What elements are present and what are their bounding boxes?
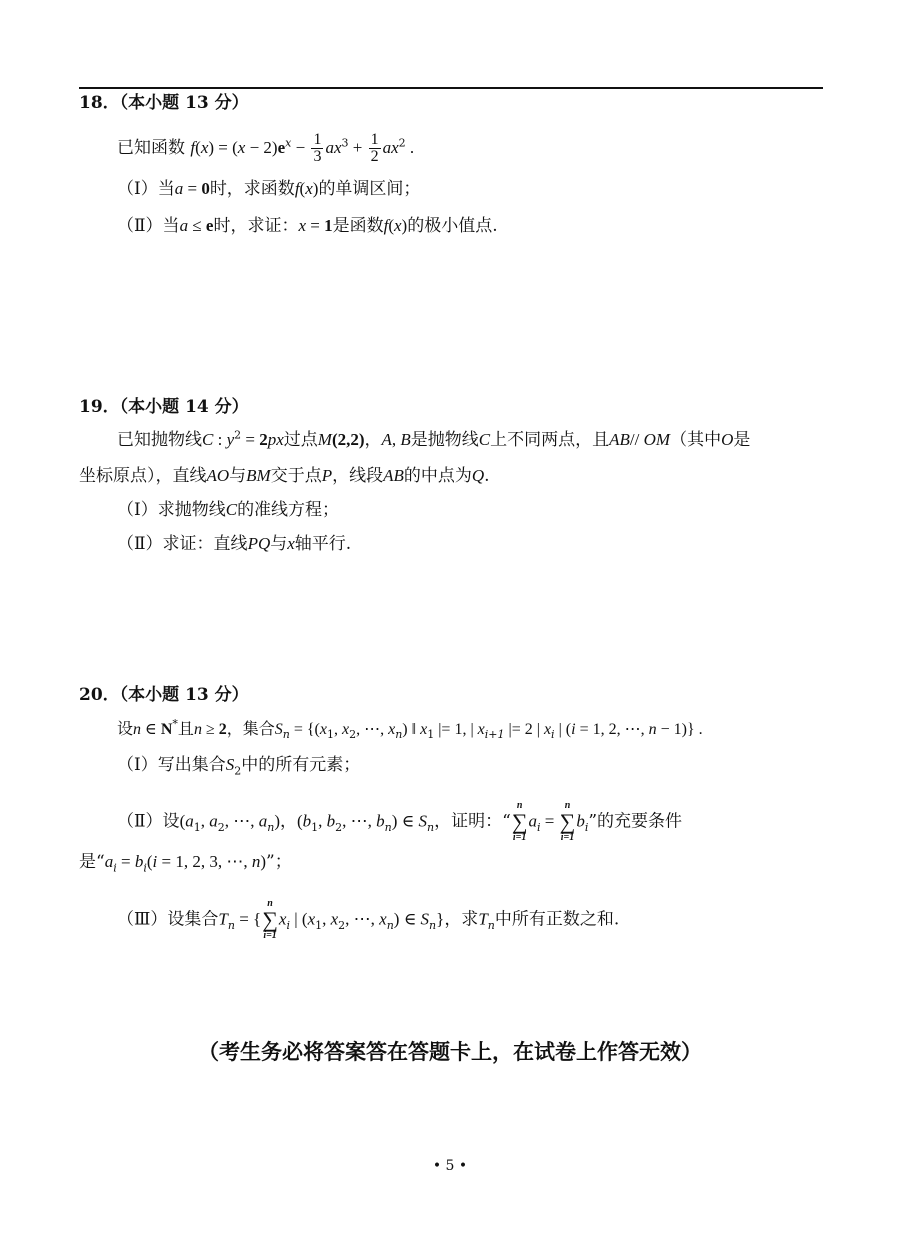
- q18-part1: （Ⅰ）当a = 0时，求函数f(x)的单调区间；: [117, 179, 421, 199]
- q19-text-2d: ，线段: [332, 466, 384, 486]
- q19-text-1d: 是抛物线: [410, 430, 479, 450]
- q18-part2-text-d: 的极小值点.: [407, 216, 498, 236]
- q20-text-1c: ，集合: [226, 719, 275, 738]
- q19-text-2c: 交于点: [270, 466, 322, 486]
- q18-part2-text-c: 是函数: [332, 216, 384, 236]
- q19-part1: （Ⅰ）求抛物线C的准线方程；: [117, 500, 340, 520]
- q20-part3-text-a: （Ⅲ）设集合: [117, 909, 219, 930]
- q19-part1-text-b: 的准线方程；: [237, 500, 340, 520]
- q20-part1-text-b: 中的所有元素；: [241, 755, 361, 775]
- q20-part3-text-c: 中所有正数之和.: [494, 909, 620, 930]
- q19-header: 19．（本小题 14 分）: [79, 397, 249, 417]
- q19-text-1e: 上不同两点，且: [490, 430, 610, 450]
- q19-part2-text-c: 轴平行.: [294, 534, 352, 554]
- q20-header: 20．（本小题 13 分）: [79, 685, 249, 705]
- q18-part2-text-a: （Ⅱ）当: [117, 216, 180, 236]
- q19-line2: 坐标原点），直线AO与BM交于点P，线段AB的中点为Q.: [79, 466, 490, 486]
- q18-part2-text-b: 时，求证：: [213, 216, 299, 236]
- q19-part1-text-a: （Ⅰ）求抛物线: [117, 500, 226, 520]
- q19-text-1c: ，: [364, 430, 382, 450]
- q20-part1-text-a: （Ⅰ）写出集合: [117, 755, 226, 775]
- q19-text-2f: .: [484, 466, 490, 486]
- q20-part1: （Ⅰ）写出集合$S_2$中的所有元素；: [117, 755, 361, 778]
- q18-part1-text-c: 的单调区间；: [318, 179, 421, 199]
- q20-line1: 设n ∈ N*且n ≥ 2，集合$S_n = \{(x_1$, $x_2$, ⋯, $x_n$) ‖ $x_1$ |= 1, | $x_{i+1}$ |= 2 | $x_i$ | (i = 1, 2, ⋯, n − 1)} .: [117, 717, 703, 742]
- q20-part2: （Ⅱ）设($a_1$, $a_2$, ⋯, $a_n$)，($b_1$, $b_2$, ⋯, $b_n$) ∈ $S_n$，证明：“ n ∑ i=1 $a_i$ = n ∑ i=1 $b_i$”的充要条件: [117, 800, 683, 843]
- page-number: • 5 •: [432, 1158, 468, 1174]
- q19-text-2b: 与: [229, 466, 247, 486]
- q19-part2-text-a: （Ⅱ）求证：直线: [117, 534, 248, 554]
- q20-part3-text-b: ，求: [444, 909, 479, 930]
- q20-part2-text-c: ，证明：“: [434, 811, 511, 832]
- q20-part2-text-b: ，: [280, 811, 297, 832]
- q20-part2-text-f: ”；: [266, 852, 292, 872]
- q18-part1-text-b: 时，求函数: [209, 179, 295, 199]
- q18-part1-text-a: （Ⅰ）当: [117, 179, 175, 199]
- q19-part2: （Ⅱ）求证：直线PQ与x轴平行.: [117, 534, 352, 554]
- q19-line1: 已知抛物线C : $y^2 = 2px$过点M(2,2)，A, B是抛物线C上不同两点，且AB// OM（其中O是: [117, 428, 751, 450]
- q19-part2-text-b: 与: [270, 534, 288, 554]
- q20-part2-text-a: （Ⅱ）设: [117, 811, 180, 832]
- q20-part2-cont: 是“$a_i = b_i(i = 1$, 2, 3, ⋯, n)”；: [79, 852, 292, 875]
- q18-stem-text: 已知函数: [117, 138, 185, 158]
- q18-stem: 已知函数 $f(x) = (x - 2)e^x$ − $\frac{1}{3}$ $ax^3$ + $\frac{1}{2}$ $ax^2$ .: [117, 131, 415, 165]
- q19-text-2e: 的中点为: [403, 466, 472, 486]
- q18-header: 18．（本小题 13 分）: [79, 93, 249, 113]
- q20-part2-text-d: ”的充要条件: [588, 811, 683, 832]
- q19-text-1f: （其中: [670, 430, 722, 450]
- q20-text-1a: 设: [117, 719, 134, 738]
- q20-part3: （Ⅲ）设集合$T_n$ = { n ∑ i=1 $x_i$ | ($x_1$, $x_2$, ⋯, $x_n$) ∈ $S_n$}，求$T_n$中所有正数之和.: [117, 898, 620, 941]
- q19-text-1g: 是: [733, 430, 751, 450]
- q20-text-1b: 且: [177, 719, 194, 738]
- q19-text-2a: 坐标原点），直线: [79, 466, 207, 486]
- exam-notice: （考生务必将答案答在答题卡上，在试卷上作答无效）: [198, 1040, 702, 1064]
- q18-function-formula: f: [190, 138, 196, 157]
- q19-text-1b: 过点: [283, 430, 318, 450]
- q20-part2-text-e: 是“: [79, 852, 105, 872]
- top-rule: [79, 87, 823, 89]
- q19-text-1a: 已知抛物线: [117, 430, 202, 450]
- q18-part2: （Ⅱ）当a ≤ e时，求证：x = 1是函数f(x)的极小值点.: [117, 216, 498, 236]
